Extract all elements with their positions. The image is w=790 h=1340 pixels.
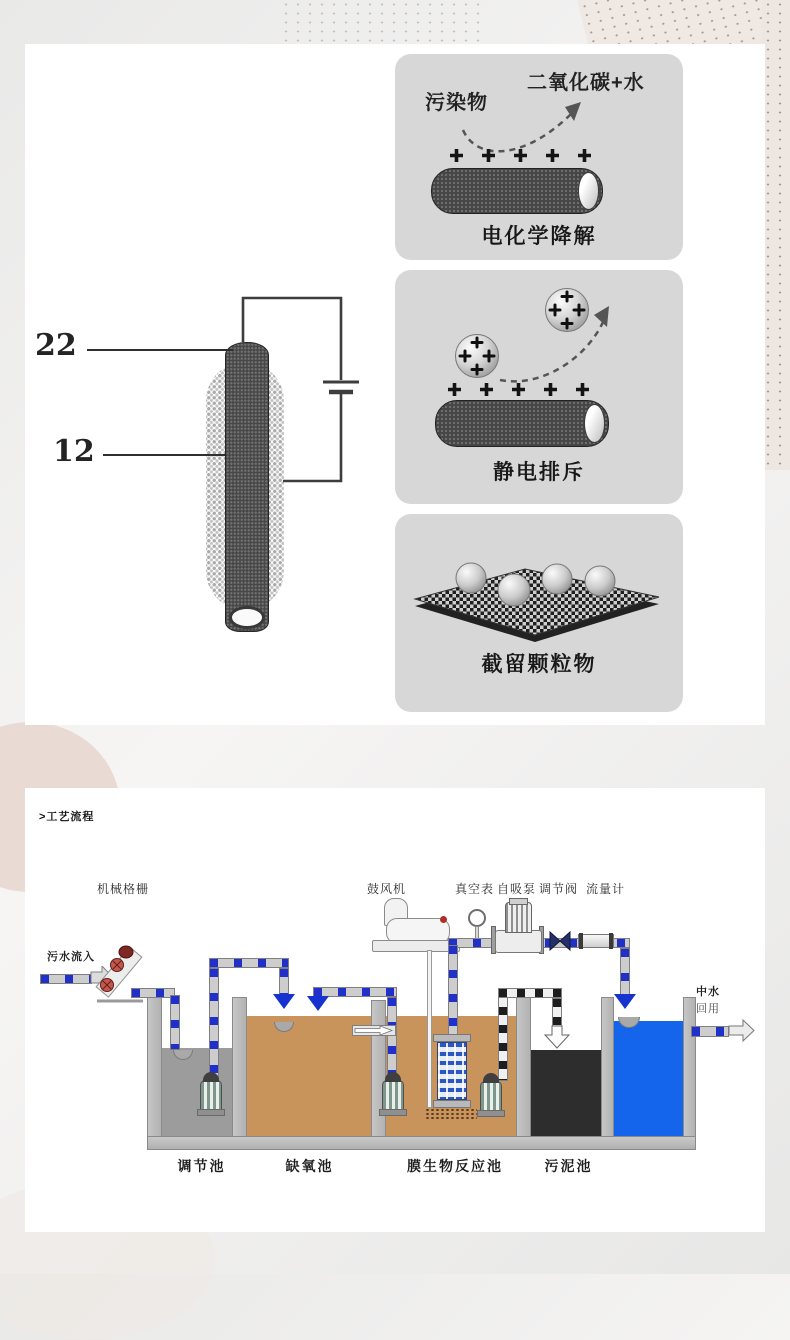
positive-charge-row xyxy=(447,382,590,397)
flow-arrow-into-anoxic-1 xyxy=(273,994,295,1009)
tank-wall-mbr-sludge xyxy=(516,997,531,1138)
flow-arrow-into-anoxic-2 xyxy=(307,996,329,1011)
tank-label-regulating: 调节池 xyxy=(177,1158,226,1174)
intercepted-particle xyxy=(585,566,615,596)
sludge-pipe-h xyxy=(498,988,562,998)
tank-label-anoxic: 缺氧池 xyxy=(285,1158,334,1174)
plus-charge-icon xyxy=(511,382,526,397)
membrane-fiber-cylinder xyxy=(431,168,603,214)
panel-caption: 电化学降解 xyxy=(481,225,597,248)
pump-motor-cap xyxy=(509,898,528,905)
panel-caption: 截留颗粒物 xyxy=(481,653,597,676)
regulating-to-anoxic-pipe-v xyxy=(279,968,289,995)
panel-caption: 静电排斥 xyxy=(493,461,585,484)
leader-line-22 xyxy=(87,349,233,351)
decor-beige-band-right-edge xyxy=(762,0,790,470)
process-flow-title: >工艺流程 xyxy=(39,811,95,823)
mbr-recirculation-pipe-v xyxy=(387,997,397,1080)
outflow-pipe xyxy=(691,1026,729,1037)
electrode-label-22: 22 xyxy=(35,328,77,363)
panel-electrochemical-degradation xyxy=(395,54,683,260)
regulating-to-anoxic-pipe-h xyxy=(209,958,289,968)
grille-outlet-pipe-v xyxy=(170,995,180,1050)
tank-wall-regulating-anoxic xyxy=(232,997,247,1138)
membrane-fiber-cylinder xyxy=(435,400,609,447)
regulating-valve-icon xyxy=(549,931,571,951)
plus-charge-icon xyxy=(447,382,462,397)
flow-meter-icon xyxy=(578,934,614,948)
outflow-arrow-icon xyxy=(727,1018,755,1043)
grille-label: 机械格栅 xyxy=(97,882,150,896)
flow-arrow-into-reuse-tank xyxy=(614,994,636,1009)
positive-charge-row xyxy=(449,148,592,163)
tank-wall-anoxic-mbr xyxy=(371,1000,386,1138)
membrane-module-bottom-cap xyxy=(433,1100,471,1108)
tank-label-sludge: 污泥池 xyxy=(544,1158,593,1174)
pump-body xyxy=(495,930,542,953)
outflow-label-line2: 回用 xyxy=(696,1003,720,1015)
flow-meter-end-right xyxy=(609,933,613,949)
regulating-tank-pump xyxy=(200,1080,222,1112)
membrane-module xyxy=(437,1042,467,1100)
outflow-label-line1: 中水 xyxy=(696,986,720,998)
inflow-label: 污水流入 xyxy=(47,951,95,963)
fiber-end-cap xyxy=(578,172,599,210)
electrode-label-12: 12 xyxy=(53,434,95,469)
blower-air-pipe xyxy=(427,950,432,1108)
plus-charge-icon xyxy=(479,382,494,397)
plus-charge-icon xyxy=(575,382,590,397)
leader-line-12 xyxy=(103,454,225,456)
flow-meter-end-left xyxy=(579,933,583,949)
vacuum-gauge-icon xyxy=(468,909,486,927)
blower-base xyxy=(372,940,460,952)
tank-wall-outer-right xyxy=(683,997,696,1138)
repulsion-arrow xyxy=(490,300,620,392)
tank-label-mbr: 膜生物反应池 xyxy=(407,1158,503,1174)
sludge-pipe-riser xyxy=(498,988,508,1081)
pump-motor xyxy=(505,902,532,933)
membrane-module-top-cap xyxy=(433,1034,471,1042)
mbr-recirculation-pump xyxy=(382,1080,404,1112)
valve-label: 调节阀 xyxy=(539,882,579,896)
tank-wall-outer-left xyxy=(147,997,162,1138)
sludge-tank-water xyxy=(531,1050,601,1136)
mesh-sheet xyxy=(415,569,659,635)
blower-red-fitting xyxy=(440,916,447,923)
vacuum-gauge-label: 真空表 xyxy=(455,882,495,896)
plus-charge-icon xyxy=(545,148,560,163)
plus-charge-icon xyxy=(543,382,558,397)
clean-water-drop-pipe xyxy=(620,948,630,995)
plus-charge-icon xyxy=(449,148,464,163)
pump-label: 自吸泵 xyxy=(497,882,537,896)
sludge-discharge-pump xyxy=(480,1081,502,1113)
sludge-outfall-arrow-icon xyxy=(543,1025,571,1050)
plus-charge-icon xyxy=(513,148,528,163)
tank-wall-sludge-reuse xyxy=(601,997,614,1138)
pollutant-label: 污染物 xyxy=(425,92,488,114)
panel-particle-interception xyxy=(395,514,683,712)
process-flow-diagram-card xyxy=(25,788,765,1232)
tank-base-slab xyxy=(147,1136,696,1150)
product-label: 二氧化碳+水 xyxy=(527,72,645,94)
vacuum-gauge-stem xyxy=(475,926,479,939)
decor-dot-fan-top-center xyxy=(280,0,485,50)
reuse-tank-water xyxy=(614,1021,683,1136)
anoxic-to-mbr-arrow-icon xyxy=(354,1026,394,1035)
panel-electrostatic-repulsion xyxy=(395,270,683,504)
sludge-pipe-drop xyxy=(552,998,562,1027)
grille-outlet-pipe-h xyxy=(131,988,175,998)
blower-label: 鼓风机 xyxy=(367,882,407,896)
permeate-suction-pipe-v xyxy=(448,945,458,1035)
regulating-pump-riser-pipe xyxy=(209,968,219,1080)
plus-charge-icon xyxy=(577,148,592,163)
plus-charge-icon xyxy=(481,148,496,163)
intercepted-particle xyxy=(498,574,530,606)
membrane-principle-figure-card xyxy=(25,44,765,725)
fiber-end-cap xyxy=(584,404,605,443)
intercepted-particle xyxy=(542,564,572,594)
flow-meter-label: 流量计 xyxy=(586,882,626,896)
intercepted-particle xyxy=(456,563,486,593)
aeration-bubbles xyxy=(425,1108,477,1121)
